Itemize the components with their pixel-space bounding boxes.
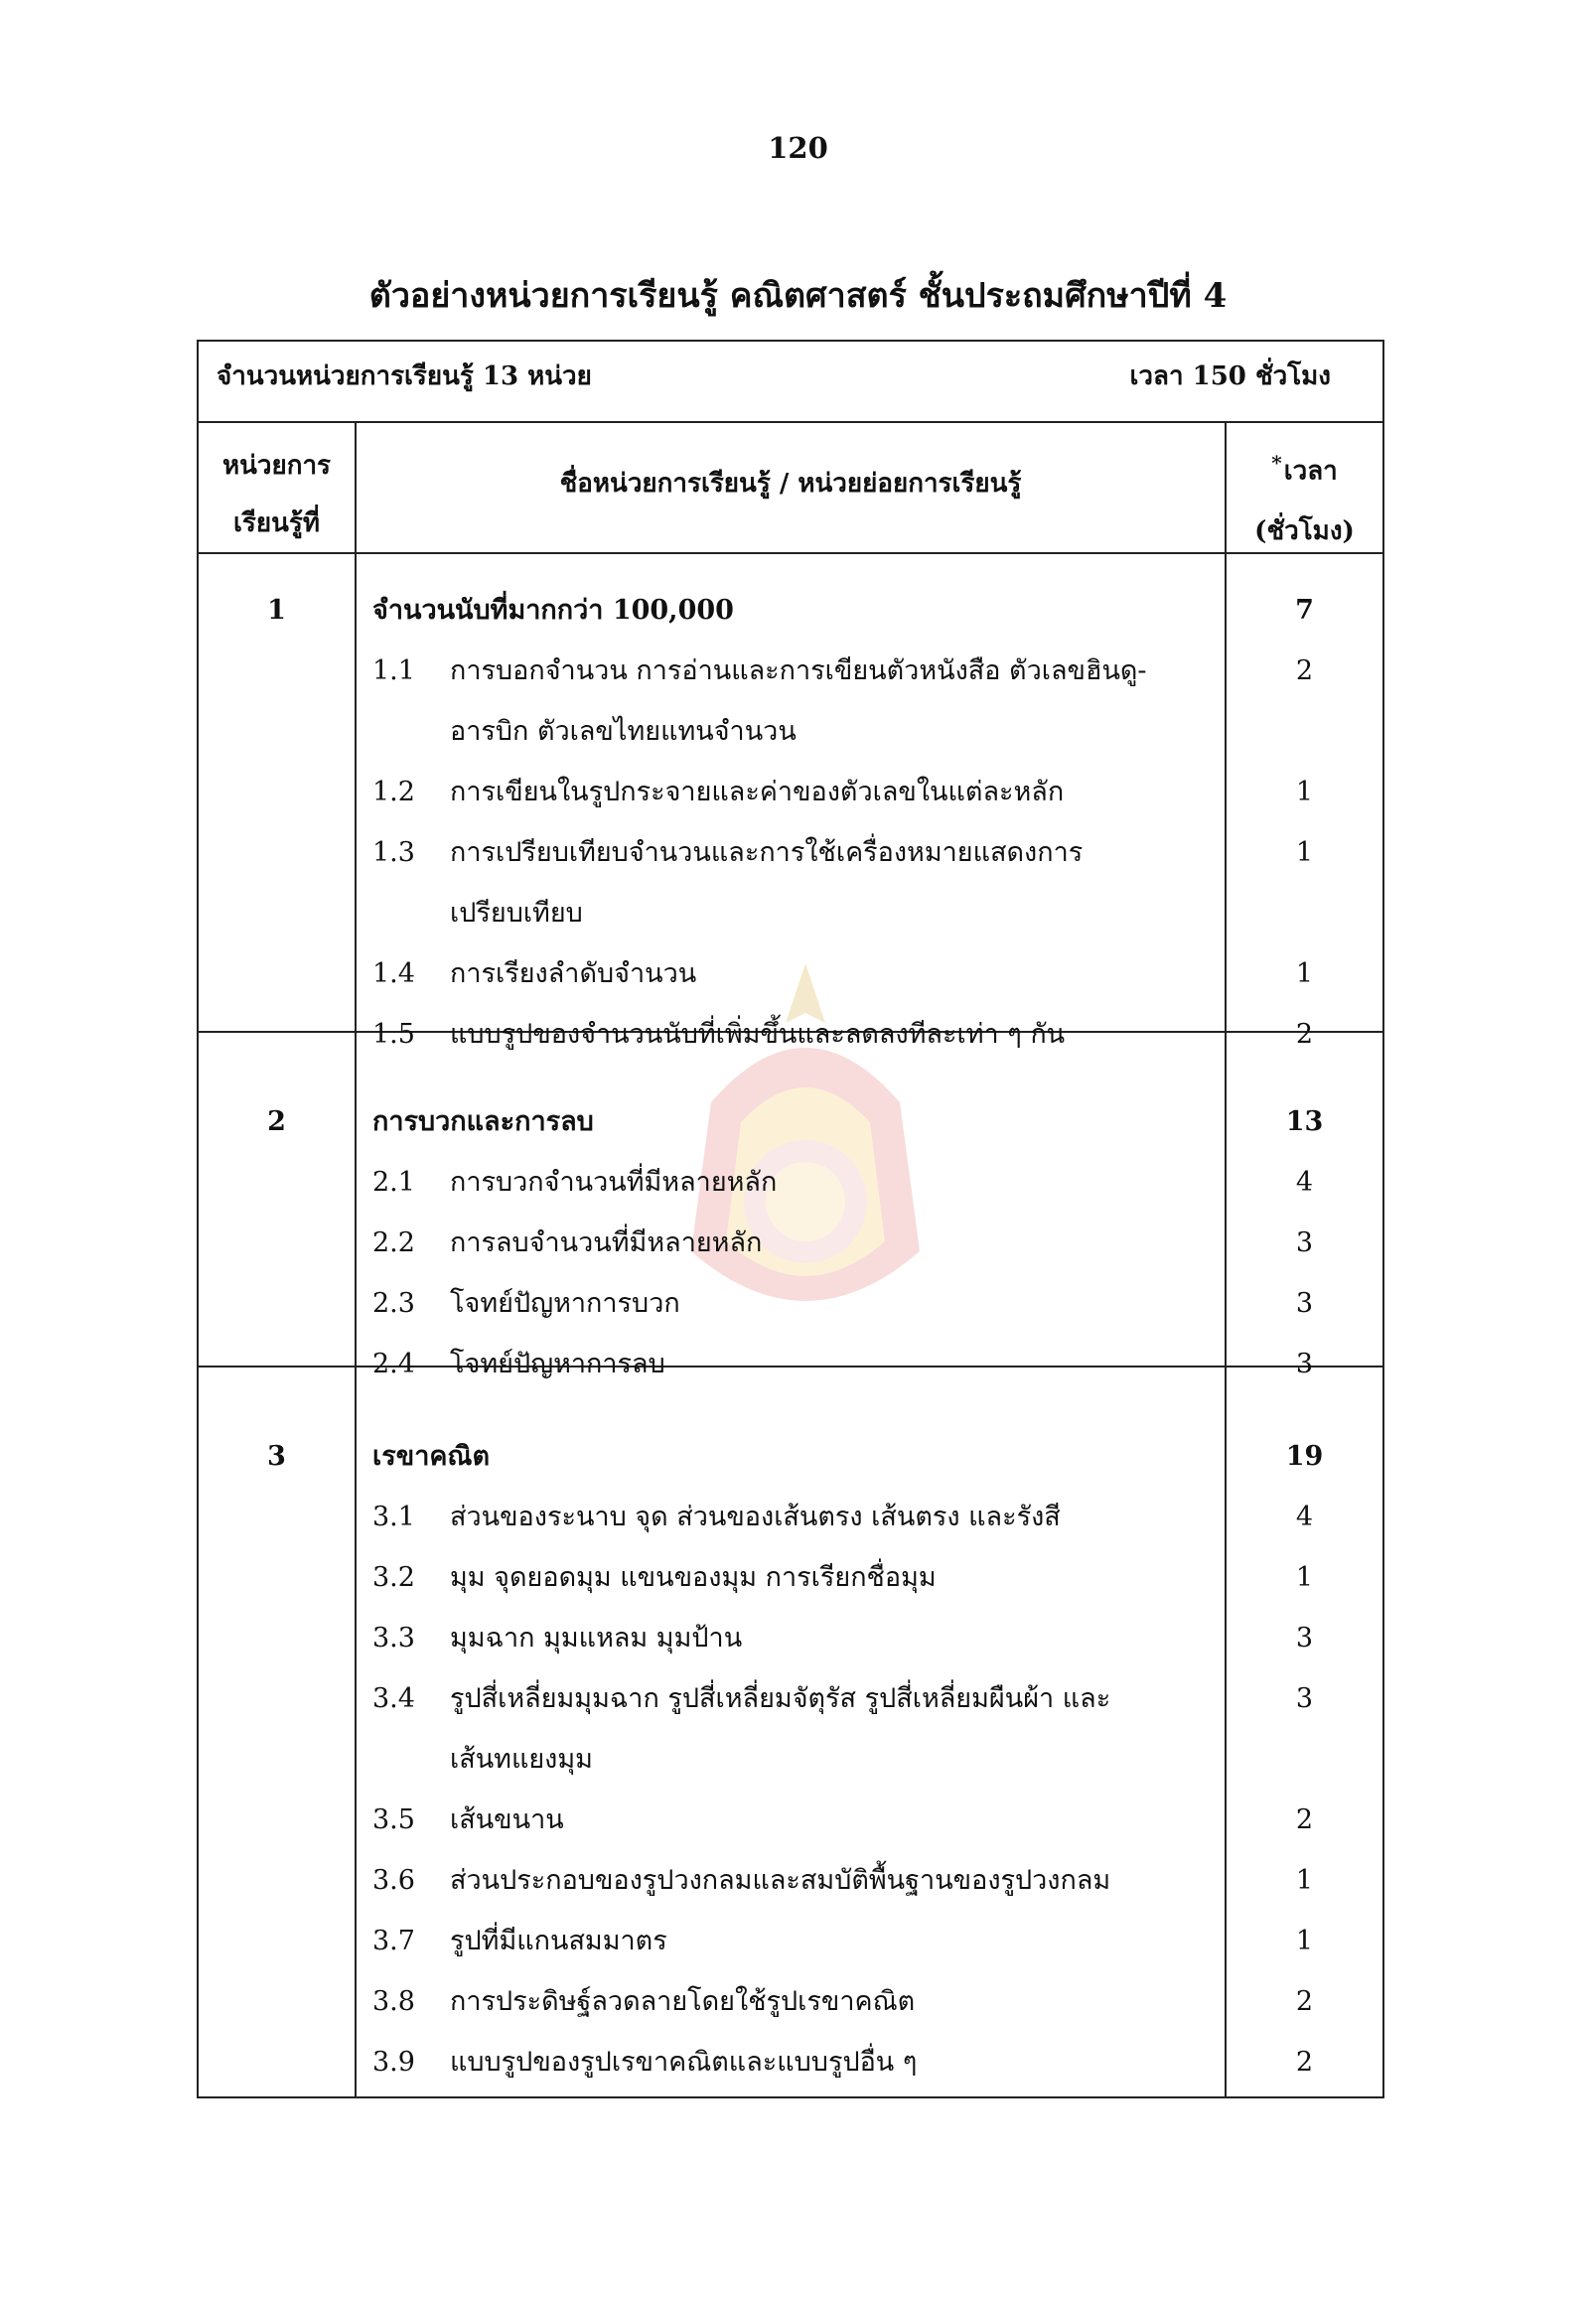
subunit-row	[199, 701, 1382, 762]
subunit-row	[199, 1213, 1382, 1273]
subunit-number: 3.3	[372, 1623, 415, 1654]
subunit-hours: 3	[1295, 1349, 1314, 1379]
subunit-text: การเขียนในรูปกระจายและค่าของตัวเลขในแต่ละหลัก	[450, 777, 1065, 807]
subunit-row	[199, 1273, 1382, 1334]
header-time-star: *	[1271, 451, 1282, 475]
subunit-number: 1.5	[372, 1019, 415, 1050]
subunit-hours: 1	[1295, 777, 1314, 807]
subunit-hours: 3	[1295, 1623, 1314, 1654]
subunit-text: เส้นขนาน	[450, 1804, 564, 1835]
subunit-hours: 3	[1295, 1227, 1314, 1258]
unit-title: จำนวนนับที่มากกว่า 100,000	[372, 595, 734, 626]
subunit-number: 3.1	[372, 1502, 415, 1532]
subunit-name	[372, 701, 1204, 762]
unit-number: 1	[267, 595, 286, 626]
header-time-line1: เวลา	[1283, 456, 1338, 487]
header-time-line2: (ชั่วโมง)	[1254, 515, 1355, 546]
subunit-name	[372, 1729, 1204, 1790]
unit-title: เรขาคณิต	[372, 1441, 490, 1472]
subunit-number: 3.7	[372, 1926, 415, 1956]
total-time-text: เวลา 150 ชั่วโมง	[1129, 361, 1331, 391]
subunit-text: การลบจำนวนที่มีหลายหลัก	[450, 1227, 763, 1258]
subunit-name	[372, 1790, 1204, 1850]
subunit-hours: 2	[1295, 1986, 1314, 2017]
subunit-number: 2.1	[372, 1167, 415, 1198]
subunit-row	[199, 1729, 1382, 1790]
subunit-row	[199, 1971, 1382, 2032]
subunit-hours: 1	[1295, 1562, 1314, 1593]
subunit-text: ส่วนของระนาบ จุด ส่วนของเส้นตรง เส้นตรง และรังสี	[450, 1502, 1061, 1532]
subunit-text: อารบิก ตัวเลขไทยแทนจำนวน	[450, 716, 797, 747]
subunit-name	[372, 1850, 1204, 1911]
subunit-row	[199, 1547, 1382, 1608]
unit-hours: 13	[1285, 1106, 1324, 1137]
subunit-row	[199, 1487, 1382, 1547]
subunit-text: การบอกจำนวน การอ่านและการเขียนตัวหนังสือ ตัวเลขฮินดู-	[450, 655, 1147, 686]
subunit-row	[199, 943, 1382, 1004]
subunit-number: 3.5	[372, 1804, 415, 1835]
table-header	[199, 423, 1382, 554]
unit-number: 3	[267, 1441, 286, 1472]
subunit-row	[199, 1334, 1382, 1394]
header-name: ชื่อหน่วยการเรียนรู้ / หน่วยย่อยการเรียนรู้	[559, 469, 1022, 499]
page-number: 120	[768, 131, 828, 165]
subunit-name	[372, 1213, 1204, 1273]
subunit-name	[372, 1487, 1204, 1547]
unit-hours: 7	[1295, 595, 1314, 626]
header-unit-line2: เรียนรู้ที่	[233, 508, 320, 538]
subunit-row	[199, 762, 1382, 822]
subunit-name	[372, 1334, 1204, 1394]
unit-row	[199, 1091, 1382, 1152]
subunit-row	[199, 822, 1382, 883]
subunit-hours: 2	[1295, 655, 1314, 686]
subunit-text: รูปที่มีแกนสมมาตร	[450, 1926, 667, 1956]
subunit-row	[199, 1911, 1382, 1971]
document-title: ตัวอย่างหน่วยการเรียนรู้ คณิตศาสตร์ ชั้นประถมศึกษาปีที่ 4	[368, 276, 1228, 316]
subunit-text: การประดิษฐ์ลวดลายโดยใช้รูปเรขาคณิต	[450, 1986, 916, 2017]
subunit-name	[372, 822, 1204, 883]
unit-row	[199, 580, 1382, 641]
subunit-number: 2.3	[372, 1288, 415, 1319]
subunit-text: เส้นทแยงมุม	[450, 1744, 593, 1775]
subunit-hours: 1	[1295, 958, 1314, 989]
unit-hours: 19	[1285, 1441, 1324, 1472]
subunit-hours: 4	[1295, 1502, 1314, 1532]
subunit-text: แบบรูปของรูปเรขาคณิตและแบบรูปอื่น ๆ	[450, 2047, 918, 2078]
subunit-text: แบบรูปของจำนวนนับที่เพิ่มขึ้นและลดลงทีละเท่า ๆ กัน	[450, 1019, 1066, 1050]
subunit-hours: 3	[1295, 1288, 1314, 1319]
subunit-hours: 1	[1295, 1865, 1314, 1896]
subunit-number: 1.2	[372, 777, 415, 807]
subunit-row	[199, 1790, 1382, 1850]
summary-row	[199, 342, 1382, 423]
subunit-text: โจทย์ปัญหาการลบ	[450, 1349, 665, 1379]
subunit-number: 3.6	[372, 1865, 415, 1896]
subunit-name	[372, 641, 1204, 701]
subunit-number: 3.9	[372, 2047, 415, 2078]
subunit-name	[372, 1273, 1204, 1334]
curriculum-table	[197, 340, 1384, 2098]
subunit-text: รูปสี่เหลี่ยมมุมฉาก รูปสี่เหลี่ยมจัตุรัส รูปสี่เหลี่ยมผืนผ้า และ	[450, 1683, 1111, 1714]
subunit-name	[372, 1668, 1204, 1729]
subunit-text: ส่วนประกอบของรูปวงกลมและสมบัติพื้นฐานของรูปวงกลม	[450, 1865, 1111, 1896]
subunit-hours: 3	[1295, 1683, 1314, 1714]
subunit-name	[372, 1608, 1204, 1668]
subunit-name	[372, 1004, 1204, 1065]
subunit-name	[372, 1971, 1204, 2032]
subunit-row	[199, 883, 1382, 943]
subunit-hours: 1	[1295, 837, 1314, 868]
subunit-row	[199, 2032, 1382, 2092]
subunit-text: มุมฉาก มุมแหลม มุมป้าน	[450, 1623, 743, 1654]
subunit-text: การเปรียบเทียบจำนวนและการใช้เครื่องหมายแสดงการ	[450, 837, 1084, 868]
subunit-name	[372, 762, 1204, 822]
subunit-row	[199, 1004, 1382, 1065]
subunit-row	[199, 641, 1382, 701]
subunit-name	[372, 943, 1204, 1004]
subunit-number: 1.1	[372, 655, 415, 686]
subunit-number: 3.8	[372, 1986, 415, 2017]
subunit-hours: 1	[1295, 1926, 1314, 1956]
subunit-name	[372, 1911, 1204, 1971]
header-unit-line1: หน่วยการ	[221, 451, 332, 481]
subunit-row	[199, 1668, 1382, 1729]
subunit-text: การเรียงลำดับจำนวน	[450, 958, 697, 989]
unit-row	[199, 1426, 1382, 1487]
header-unit	[199, 437, 355, 552]
header-time	[1227, 433, 1382, 561]
subunit-row	[199, 1608, 1382, 1668]
subunit-number: 2.2	[372, 1227, 415, 1258]
subunit-text: มุม จุดยอดมุม แขนของมุม การเรียกชื่อมุม	[450, 1562, 937, 1593]
subunit-row	[199, 1152, 1382, 1213]
unit-number: 2	[267, 1106, 286, 1137]
subunit-text: โจทย์ปัญหาการบวก	[450, 1288, 680, 1319]
total-units-text: จำนวนหน่วยการเรียนรู้ 13 หน่วย	[217, 361, 592, 391]
subunit-number: 3.2	[372, 1562, 415, 1593]
subunit-hours: 2	[1295, 1019, 1314, 1050]
unit-title: การบวกและการลบ	[372, 1106, 594, 1137]
subunit-number: 1.3	[372, 837, 415, 868]
subunit-number: 1.4	[372, 958, 415, 989]
subunit-text: การบวกจำนวนที่มีหลายหลัก	[450, 1167, 778, 1198]
subunit-name	[372, 2032, 1204, 2092]
subunit-number: 3.4	[372, 1683, 415, 1714]
subunit-hours: 2	[1295, 1804, 1314, 1835]
subunit-hours: 2	[1295, 2047, 1314, 2078]
subunit-name	[372, 883, 1204, 943]
subunit-name	[372, 1547, 1204, 1608]
subunit-hours: 4	[1295, 1167, 1314, 1198]
subunit-row	[199, 1850, 1382, 1911]
subunit-number: 2.4	[372, 1349, 415, 1379]
subunit-text: เปรียบเทียบ	[450, 898, 583, 929]
subunit-name	[372, 1152, 1204, 1213]
